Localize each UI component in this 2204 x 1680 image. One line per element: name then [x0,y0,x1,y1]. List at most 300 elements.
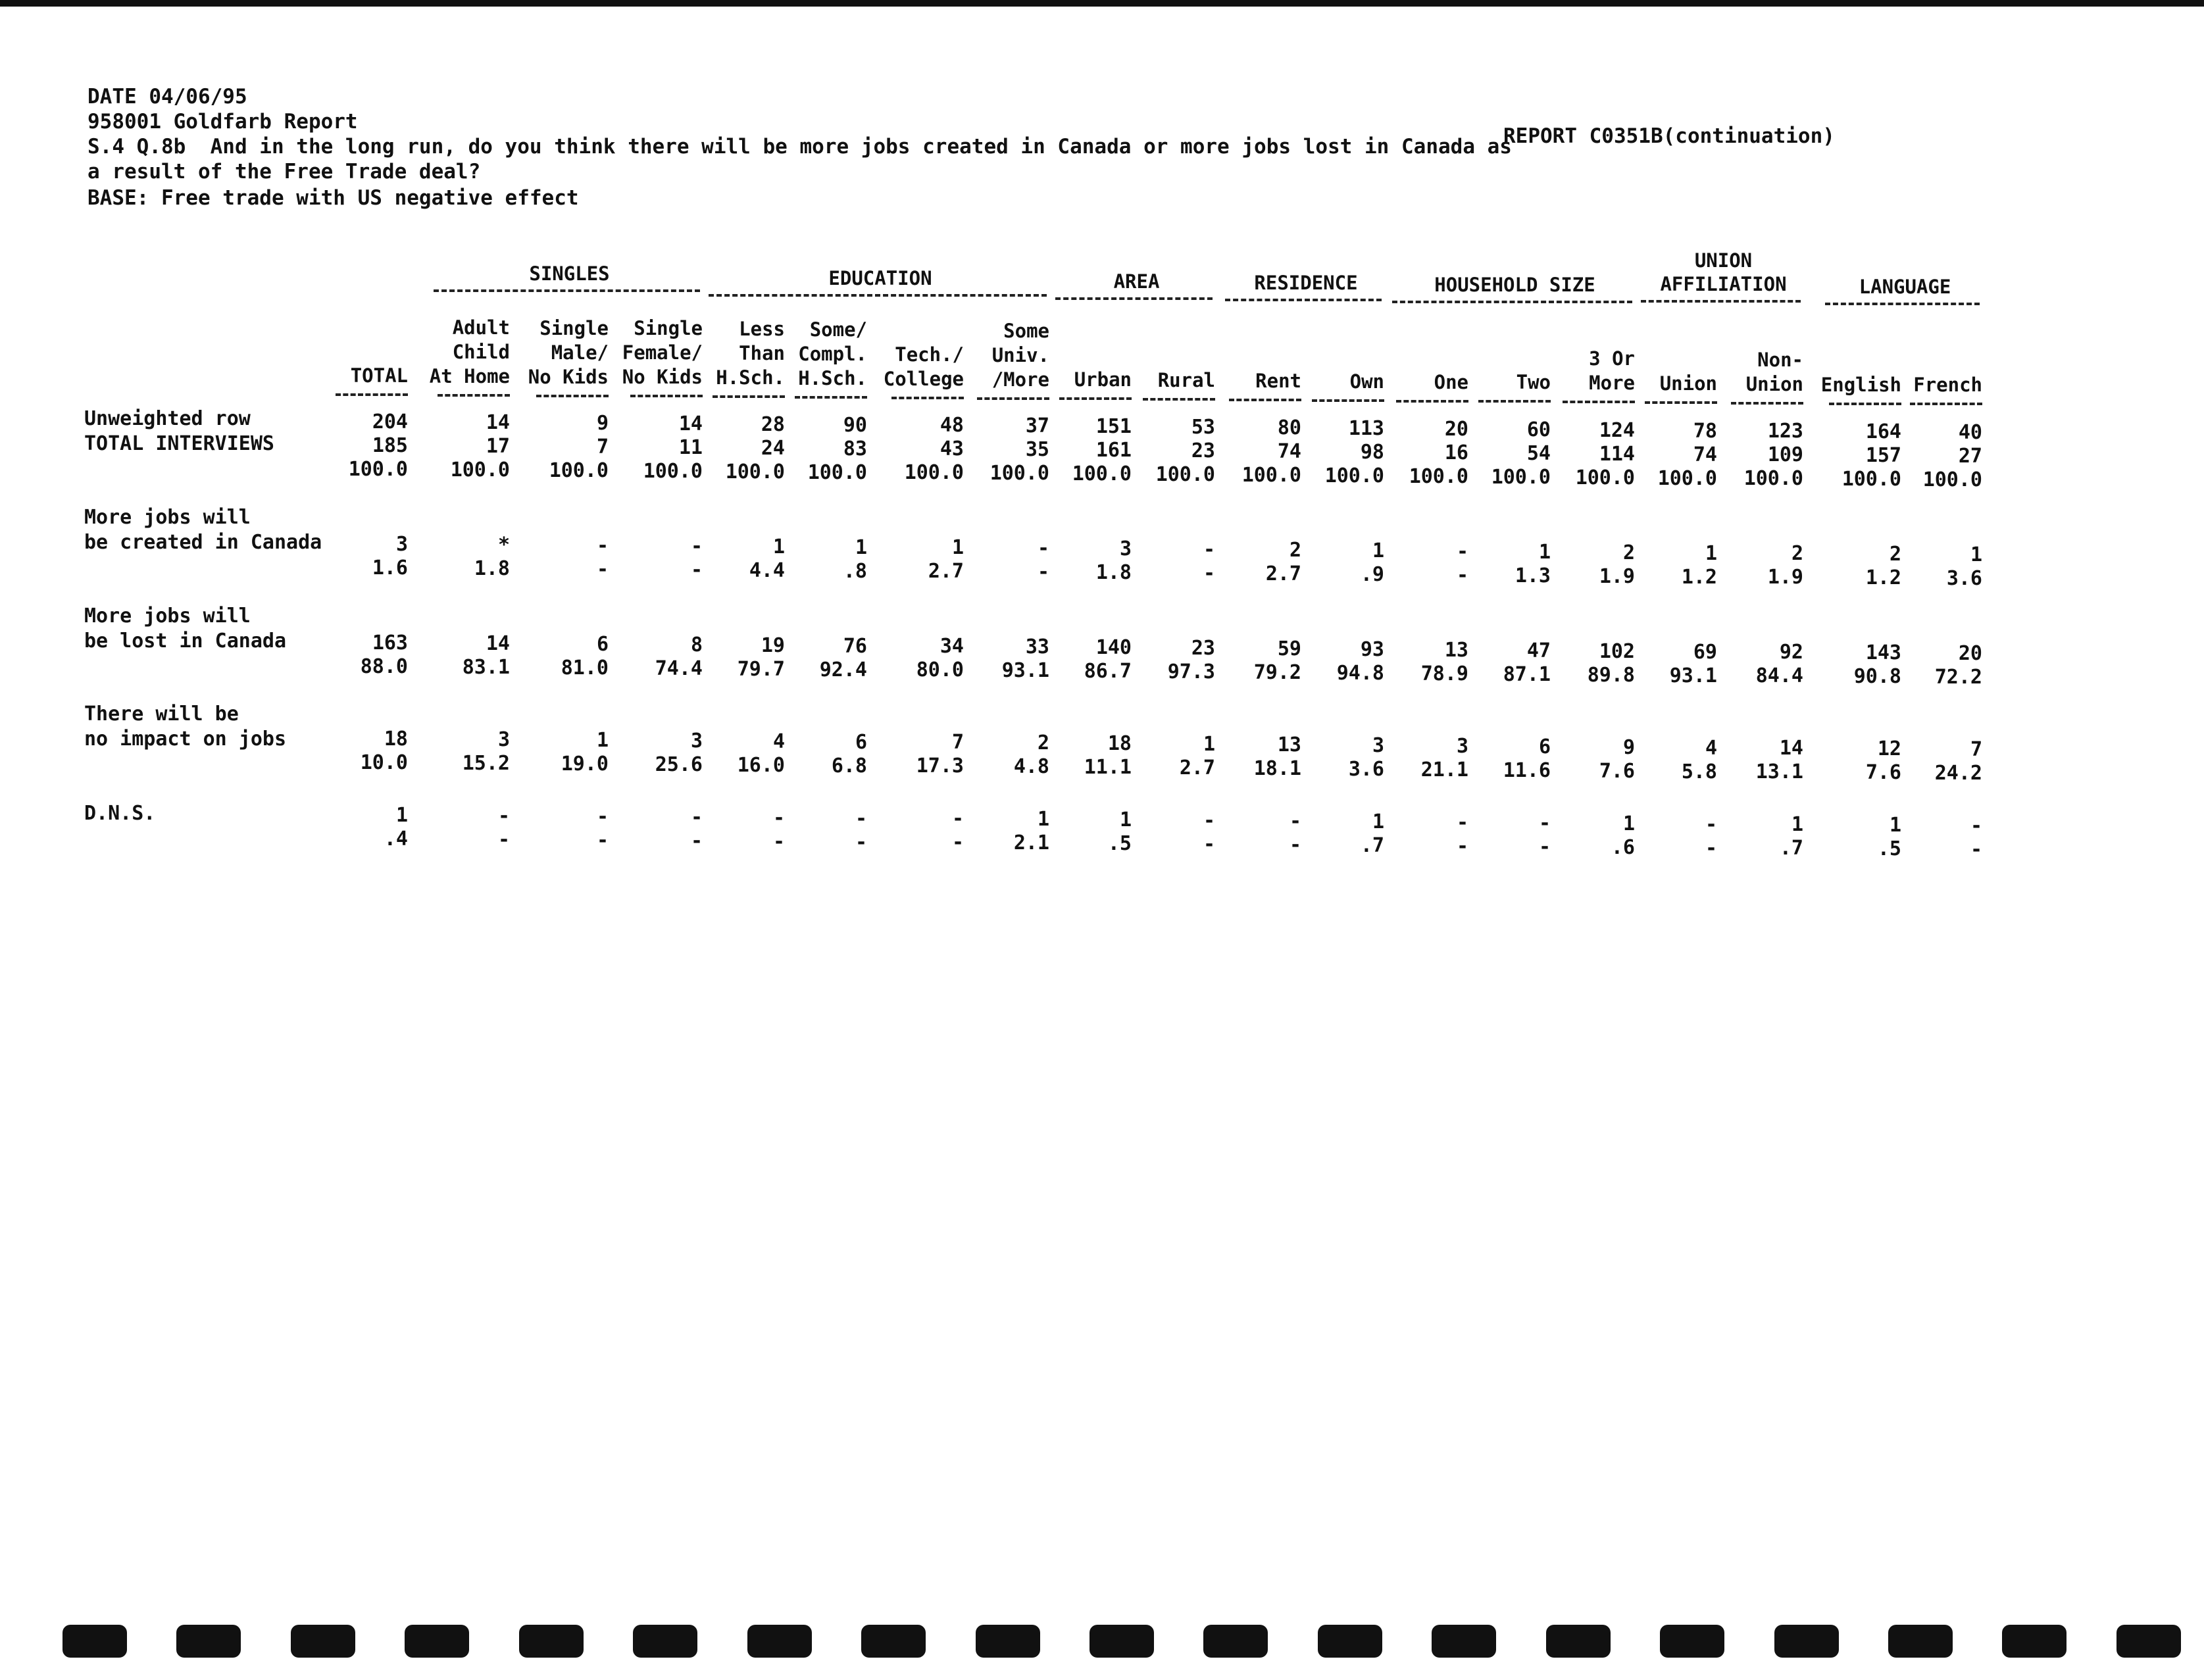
column-rule [713,395,785,398]
table-cell: 84.4 [1755,664,1803,688]
table-cell: - [690,534,703,558]
column-header: Some/ [809,318,867,341]
group-rule-language [1825,303,1980,305]
table-cell: 2.7 [1265,562,1301,585]
table-cell: - [1456,834,1468,858]
table-cell: - [1970,814,1982,838]
column-header: No Kids [528,365,609,388]
table-cell: 124 [1599,418,1635,442]
table-cell: 1.9 [1599,564,1635,588]
table-cell: 98 [1360,440,1384,464]
table-cell: .6 [1611,835,1635,859]
table-cell: 3 [1456,734,1468,758]
table-cell: 54 [1526,441,1551,465]
table-cell: 164 [1865,420,1901,444]
table-cell: 7.6 [1599,759,1635,783]
table-cell: 74 [1277,440,1301,463]
feed-hole [1203,1625,1268,1658]
row-label: More jobs will be lost in Canada [84,605,287,653]
table-cell: 17.3 [916,754,964,778]
table-cell: 18.1 [1253,757,1301,780]
table-cell: 113 [1348,416,1384,440]
table-cell: 20 [1444,417,1468,441]
table-cell: 69 [1693,640,1717,664]
table-cell: 100.0 [450,458,510,482]
table-cell: 72.2 [1934,666,1982,689]
table-cell: - [596,533,609,557]
table-cell: 43 [939,437,964,461]
column-header: /More [991,368,1049,391]
tractor-feed-holes [63,1625,2181,1658]
table-cell: - [1289,833,1301,856]
table-cell: 83 [843,437,867,460]
table-cell: 80 [1277,416,1301,439]
row-label: There will be no impact on jobs [84,703,287,751]
column-rule [1829,403,1901,405]
table-cell: 14 [1779,737,1803,760]
table-cell: 94.8 [1336,661,1384,685]
table-cell: - [1203,809,1215,833]
column-rule [1059,397,1132,400]
column-header: Than [739,342,785,365]
table-cell: 7.6 [1865,761,1901,785]
column-rule [1312,399,1384,402]
table-cell: 53 [1191,416,1215,439]
table-cell: 2.7 [928,560,964,583]
table-cell: 48 [939,414,964,437]
table-cell: 4.8 [1013,755,1049,779]
column-header: More [1589,372,1635,395]
table-cell: 88.0 [360,655,408,678]
group-header-area: AREA [1113,270,1160,293]
column-header: Child [452,340,510,363]
column-header: Compl. [798,343,867,365]
table-cell: 19 [761,633,785,657]
column-rule [891,397,964,399]
column-header: One [1434,370,1468,393]
column-rule [1645,401,1717,404]
table-cell: 2 [1791,542,1803,566]
group-header-union: UNION [1694,249,1753,272]
table-cell: 11.1 [1084,756,1132,779]
column-header: Some [1003,319,1049,342]
column-header: H.Sch. [716,366,785,389]
table-cell: 6 [855,730,867,754]
table-cell: 1.3 [1515,564,1551,587]
table-cell: 2 [1889,543,1901,566]
group-header-household: HOUSEHOLD SIZE [1434,274,1595,296]
table-cell: - [1538,811,1551,835]
table-cell: 2 [1289,539,1301,562]
column-rule [1396,400,1468,403]
question-line-2: a result of the Free Trade deal? [88,160,481,184]
table-cell: * [497,533,510,556]
table-cell: 2.1 [1013,831,1049,855]
table-cell: - [690,805,703,829]
table-cell: 151 [1095,415,1132,439]
table-cell: 1 [1037,808,1049,831]
table-cell: 74.4 [655,656,703,680]
table-cell: 100.0 [725,460,785,483]
feed-hole [861,1625,926,1658]
column-header: Non- [1757,348,1803,371]
table-cell: 2.7 [1179,756,1215,780]
table-cell: 3.6 [1946,567,1982,591]
column-header: Tech./ [895,343,964,366]
table-cell: 17 [486,434,510,458]
feed-hole [2002,1625,2066,1658]
table-cell: - [1203,538,1215,562]
table-cell: 8 [690,633,703,656]
table-cell: 6 [1538,735,1551,758]
table-cell: - [772,806,785,829]
table-cell: - [690,829,703,852]
table-cell: 21.1 [1420,758,1468,781]
table-cell: 25.6 [655,753,703,776]
group-rule-union [1641,300,1801,303]
feed-hole [519,1625,584,1658]
table-cell: 97.3 [1167,660,1215,684]
table-cell: 100.0 [989,462,1049,485]
feed-hole [1318,1625,1382,1658]
table-cell: 100.0 [1155,463,1215,487]
column-header: Union [1659,372,1717,395]
table-cell: .5 [1877,837,1901,861]
table-cell: 100.0 [1743,467,1803,491]
table-cell: - [690,558,703,581]
group-header-residence: RESIDENCE [1254,272,1358,294]
report-id: REPORT C0351B(continuation) [1503,124,1835,148]
table-cell: - [855,806,867,830]
table-cell: 93.1 [1669,664,1717,687]
table-cell: 23 [1191,439,1215,463]
table-cell: 79.2 [1253,661,1301,684]
table-cell: 1 [1538,540,1551,564]
table-cell: 7 [596,435,609,458]
table-cell: 1.2 [1865,566,1901,590]
table-cell: - [1456,563,1468,587]
table-cell: - [596,804,609,828]
column-header: Own [1349,370,1384,393]
column-rule [1563,401,1635,403]
feed-hole [405,1625,469,1658]
table-cell: 1 [1889,814,1901,837]
table-cell: - [1538,835,1551,858]
table-cell: 1 [1372,810,1384,833]
column-header: No Kids [622,366,703,389]
table-cell: 79.7 [737,657,785,681]
table-cell: - [772,829,785,853]
table-cell: - [1203,833,1215,856]
feed-hole [291,1625,355,1658]
table-cell: 7 [1970,738,1982,762]
table-cell: 28 [761,412,785,436]
table-cell: 3 [395,533,408,556]
table-cell: 114 [1599,442,1635,466]
table-cell: 123 [1767,420,1803,443]
table-cell: 86.7 [1084,660,1132,683]
table-cell: 37 [1025,414,1049,438]
table-cell: 93 [1360,637,1384,661]
table-cell: 16 [1444,441,1468,464]
table-cell: 109 [1767,443,1803,467]
table-cell: 3 [690,729,703,753]
table-cell: 92.4 [819,658,867,681]
table-cell: - [1456,810,1468,834]
table-cell: 10.0 [360,751,408,774]
table-cell: 4 [772,729,785,753]
table-cell: 78 [1693,419,1717,443]
table-cell: 1.8 [474,556,510,580]
table-cell: 12 [1877,737,1901,761]
table-cell: 78.9 [1420,662,1468,685]
feed-hole [747,1625,812,1658]
table-cell: 100.0 [1491,465,1551,489]
table-cell: 93.1 [1001,659,1049,683]
group-header-education: EDUCATION [828,267,932,289]
column-rule [795,396,867,399]
table-cell: - [951,831,964,854]
base-line: BASE: Free trade with US negative effect [88,186,579,210]
table-cell: - [1289,810,1301,833]
table-cell: 34 [939,635,964,658]
table-cell: 14 [678,412,703,435]
table-cell: 14 [486,410,510,434]
column-header: College [883,367,964,390]
table-cell: 35 [1025,438,1049,462]
group-rule-residence [1225,299,1382,301]
table-cell: - [1203,562,1215,585]
table-cell: 92 [1779,641,1803,664]
column-header: 3 Or [1589,347,1635,370]
table-cell: 19.0 [561,752,609,776]
group-header-language: LANGUAGE [1859,276,1951,298]
table-cell: 33 [1025,635,1049,659]
table-cell: 16.0 [737,753,785,777]
group-rule-singles [434,289,700,292]
table-cell: 20 [1958,642,1982,666]
table-cell: 15.2 [462,751,510,775]
table-cell: 1 [1705,541,1717,565]
table-cell: 47 [1526,639,1551,662]
table-cell: 1 [1119,808,1132,832]
table-cell: 1 [395,804,408,827]
table-cell: 100.0 [1575,466,1635,489]
table-cell: .8 [843,559,867,583]
feed-hole [1888,1625,1953,1658]
table-cell: 3 [1119,537,1132,561]
column-header: French [1913,374,1982,397]
table-cell: 140 [1095,636,1132,660]
table-cell: 102 [1599,639,1635,663]
feed-hole [633,1625,697,1658]
feed-hole [63,1625,127,1658]
table-cell: 185 [372,434,408,457]
table-cell: .9 [1360,562,1384,586]
report-date: DATE 04/06/95 [88,85,247,109]
table-cell: 100.0 [348,458,408,481]
table-cell: 18 [384,728,408,751]
table-cell: 1 [951,536,964,560]
table-cell: - [1970,838,1982,862]
table-cell: 74 [1693,443,1717,466]
table-cell: 13.1 [1755,760,1803,784]
column-rule [1143,398,1215,401]
table-cell: 2 [1037,731,1049,755]
column-header: Male/ [551,341,609,364]
group-header-union: AFFILIATION [1660,273,1787,295]
feed-hole [1089,1625,1154,1658]
column-rule [1910,403,1982,405]
table-cell: 100.0 [904,461,964,485]
table-cell: 6.8 [831,754,867,778]
table-cell: .5 [1107,832,1132,856]
table-cell: 1 [596,728,609,752]
table-cell: - [596,828,609,852]
table-cell: 161 [1095,439,1132,462]
table-cell: 59 [1277,637,1301,660]
column-header: Union [1745,372,1803,395]
table-cell: .4 [384,828,408,851]
column-rule [1478,400,1551,403]
feed-hole [1660,1625,1724,1658]
group-rule-household [1392,301,1632,303]
column-header: H.Sch. [798,367,867,389]
table-cell: 24.2 [1934,762,1982,785]
table-cell: 1 [1970,543,1982,567]
table-cell: - [1705,812,1717,836]
question-line-1: S.4 Q.8b And in the long run, do you think there will be more jobs created in Canada or more jobs lost in Canada as [88,135,1512,159]
table-cell: 24 [761,436,785,460]
table-cell: 204 [372,410,408,433]
column-header: Adult [452,316,510,339]
table-cell: 100.0 [1072,462,1132,486]
group-header-singles: SINGLES [529,262,610,285]
table-cell: 76 [843,634,867,658]
table-cell: 9 [596,411,609,435]
column-header: At Home [429,364,510,387]
table-cell: 163 [372,631,408,655]
table-cell: - [596,557,609,581]
row-label: D.N.S. [84,802,156,825]
table-cell: - [497,828,510,851]
table-cell: 83.1 [462,655,510,679]
table-cell: 11 [678,435,703,459]
column-header: Two [1516,371,1551,394]
column-rule [1731,402,1803,405]
table-cell: 13 [1277,733,1301,756]
feed-hole [176,1625,241,1658]
table-cell: 2 [1622,541,1635,564]
table-cell: 7 [951,731,964,754]
table-cell: 143 [1865,641,1901,665]
table-cell: 40 [1958,421,1982,445]
table-cell: - [951,807,964,831]
report-name: 958001 Goldfarb Report [88,110,358,134]
table-cell: 1.2 [1681,565,1717,589]
table-cell: 60 [1526,418,1551,441]
table-cell: 1 [1372,539,1384,562]
table-cell: 100.0 [1324,464,1384,487]
table-cell: 157 [1865,444,1901,468]
table-cell: 3 [497,728,510,751]
table-cell: 80.0 [916,658,964,682]
column-header: Single [634,317,703,340]
table-cell: - [1456,539,1468,563]
table-cell: - [1037,560,1049,584]
table-cell: .7 [1360,833,1384,857]
table-cell: 5.8 [1681,760,1717,783]
table-cell: 18 [1107,732,1132,756]
column-rule [1229,399,1301,401]
table-cell: 100.0 [807,460,867,484]
table-cell: 90 [843,413,867,437]
table-cell: 100.0 [1841,468,1901,491]
column-header: Urban [1074,368,1132,391]
scan-top-edge [0,0,2204,7]
table-cell: 100.0 [1922,468,1982,492]
feed-hole [1432,1625,1496,1658]
table-cell: 87.1 [1503,662,1551,686]
table-cell: 1 [1203,733,1215,756]
column-header: Univ. [991,343,1049,366]
table-cell: 1 [1622,812,1635,835]
column-rule [536,395,609,397]
table-cell: 89.8 [1587,663,1635,687]
table-cell: 90.8 [1853,665,1901,689]
column-rule [336,393,408,396]
feed-hole [1546,1625,1611,1658]
table-cell: 6 [596,632,609,656]
feed-hole [2116,1625,2181,1658]
table-cell: 3 [1372,733,1384,757]
table-cell: 9 [1622,735,1635,759]
column-header: TOTAL [350,364,408,387]
table-cell: 3.6 [1348,757,1384,781]
column-rule [977,397,1049,400]
column-rule [630,395,703,397]
table-cell: .7 [1779,837,1803,860]
table-cell: 13 [1444,638,1468,662]
table-cell: 27 [1958,445,1982,468]
feed-hole [1774,1625,1839,1658]
table-cell: 1.9 [1767,566,1803,589]
table-cell: 100.0 [549,458,609,482]
table-cell: 100.0 [1241,464,1301,487]
table-cell: 11.6 [1503,758,1551,782]
table-cell: 1.8 [1095,561,1132,585]
column-header: Single [539,316,609,339]
table-cell: 14 [486,631,510,655]
row-label: More jobs will be created in Canada [84,506,322,554]
column-rule [438,394,510,397]
table-cell: 4 [1705,736,1717,760]
column-header: Female/ [622,341,703,364]
row-label: Unweighted row TOTAL INTERVIEWS [84,407,274,455]
table-cell: 100.0 [1409,464,1468,488]
table-cell: 1 [855,535,867,559]
feed-hole [976,1625,1040,1658]
table-cell: 100.0 [1657,466,1717,490]
table-cell: - [855,830,867,854]
column-header: Rural [1157,369,1215,392]
column-header: English [1820,373,1901,396]
table-cell: 100.0 [643,459,703,483]
table-cell: 1.6 [372,556,408,580]
table-cell: 4.4 [749,558,785,582]
group-rule-area [1055,297,1213,300]
table-cell: - [497,804,510,828]
